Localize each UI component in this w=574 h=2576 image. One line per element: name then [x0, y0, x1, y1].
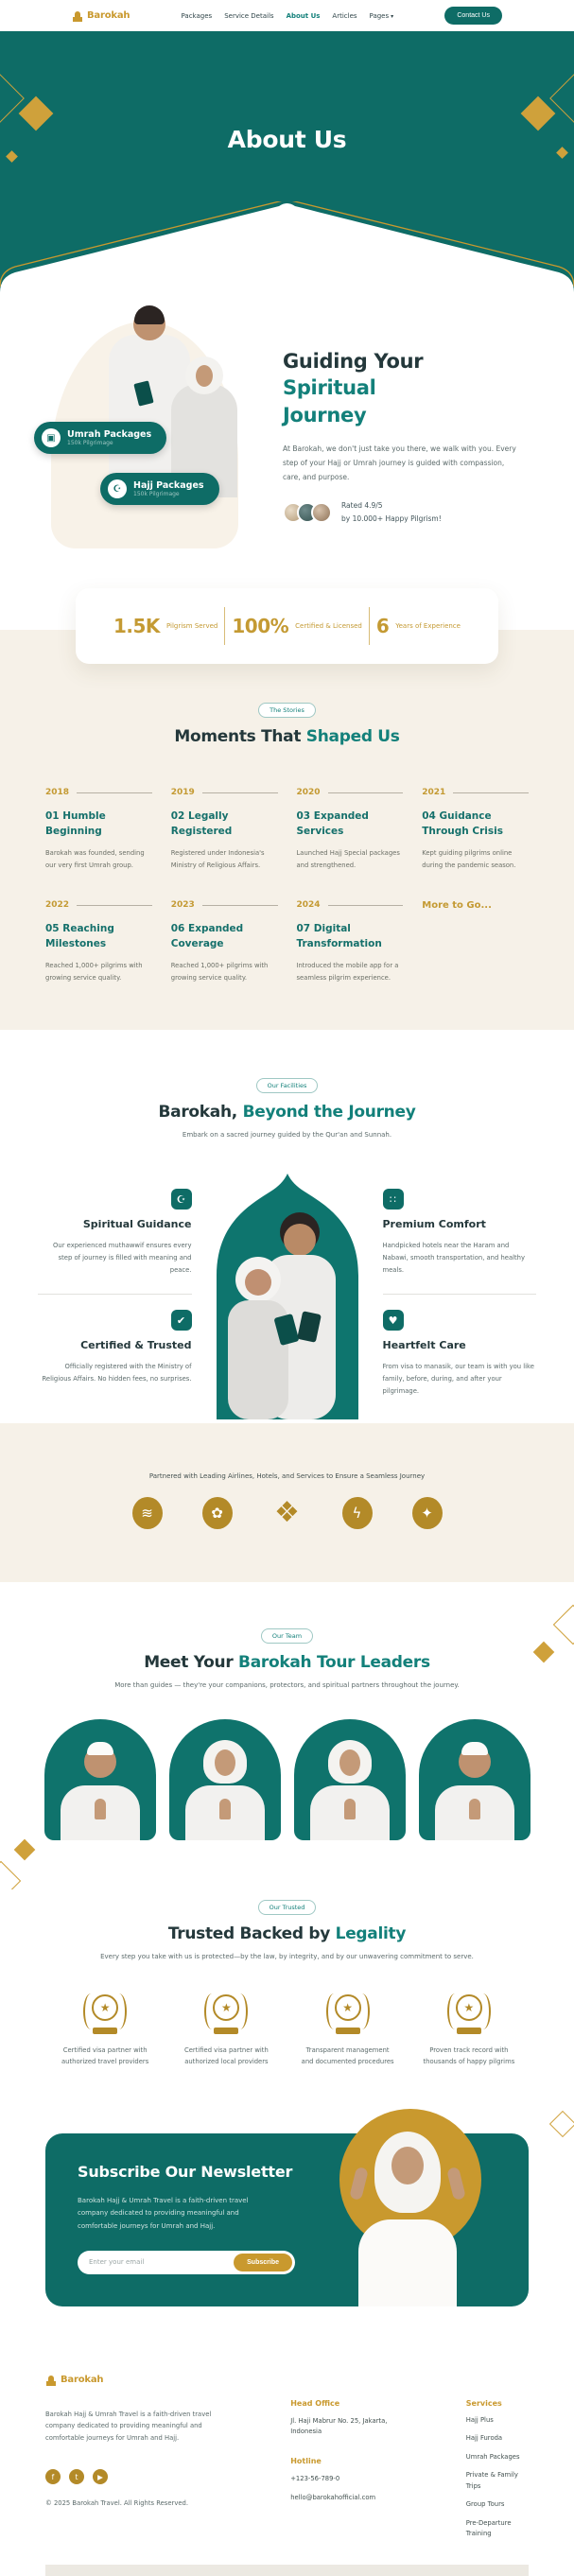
- head-office-label: Head Office: [290, 2398, 340, 2408]
- brand-logo[interactable]: [72, 10, 130, 22]
- award-badge: ★ Proven track record with thousands of happy pilgrims: [421, 1988, 517, 2067]
- comfort-icon: ∷: [383, 1189, 404, 1210]
- diamond-decoration: [549, 2111, 574, 2137]
- services-label: Services: [465, 2398, 502, 2408]
- certificate-icon: ✔: [171, 1310, 192, 1331]
- email-input[interactable]: [89, 2258, 234, 2266]
- diamond-decoration: [533, 1641, 555, 1662]
- section-badge: The Stories: [258, 703, 316, 718]
- mosque-icon: ☪: [171, 1189, 192, 1210]
- footer-service-link[interactable]: Umrah Packages: [465, 2452, 520, 2461]
- newsletter-photo: [304, 2103, 502, 2306]
- section-badge: Our Facilities: [256, 1078, 319, 1093]
- facilities-center-photo: [217, 1174, 358, 1423]
- team-photos: [45, 1719, 529, 1840]
- timeline-grid: [45, 788, 529, 984]
- section-badge: Our Team: [261, 1628, 313, 1644]
- feature-heartfelt-care: ♥ Heartfelt Care From visa to manasik, our team is with you like family, before, during, and after your pilgrimage.: [383, 1294, 537, 1415]
- hero-section: [0, 31, 574, 303]
- team-member-photo: [169, 1719, 281, 1840]
- nav-item-service-details[interactable]: Service Details: [224, 11, 274, 20]
- pilgrim-avatars: [283, 502, 332, 523]
- mosque-logo-icon: [72, 10, 83, 22]
- newsletter-paragraph: Barokah Hajj & Umrah Travel is a faith-driven travel company dedicated to providing meaningful and comfortable journeys for Umrah and Hajj.: [78, 2196, 249, 2230]
- contact-email[interactable]: hello@barokahofficial.com: [290, 2494, 376, 2502]
- header: [0, 0, 574, 31]
- timeline-item: 2021 04 Guidance Through Crisis Kept guiding pilgrims online during the pandemic season.: [422, 788, 529, 872]
- page-title: About Us: [227, 126, 347, 153]
- team-member-photo: [294, 1719, 406, 1840]
- team-section: [0, 1582, 574, 1890]
- pilgrim-icon: ☪: [108, 479, 127, 498]
- partners-section: [0, 1423, 574, 1582]
- divider: [224, 607, 225, 645]
- footer: [0, 2346, 574, 2576]
- award-badge: ★ Transparent management and documented procedures: [300, 1988, 396, 2067]
- timeline-heading: Moments That Shaped Us: [174, 727, 400, 746]
- subscribe-button[interactable]: Subscribe: [234, 2254, 292, 2271]
- laurel-award-icon: ★: [81, 1988, 129, 2035]
- timeline-item: 2022 05 Reaching Milestones Reached 1,000+ pilgrims with growing service quality.: [45, 900, 152, 984]
- diamond-decoration: [549, 73, 574, 124]
- team-subtitle: More than guides — they're your companions, protectors, and spiritual partners throughout the journey.: [114, 1680, 460, 1689]
- office-address: Jl. Haji Mabrur No. 25, Jakarta, Indonesia: [290, 2416, 388, 2436]
- divider: [369, 607, 370, 645]
- partner-logo-petals-icon: ✿: [202, 1497, 233, 1529]
- mosque-logo-icon: [45, 2375, 57, 2386]
- section-badge: Our Trusted: [258, 1900, 317, 1915]
- chevron-down-icon: ▾: [391, 12, 394, 20]
- feature-spiritual-guidance: ☪ Spiritual Guidance Our experienced muthawwif ensures every step of journey is filled with meaning and peace.: [38, 1174, 192, 1294]
- kaaba-icon: ▣: [42, 428, 61, 447]
- youtube-icon[interactable]: ▶: [93, 2469, 108, 2484]
- main-nav: [182, 12, 394, 20]
- footer-service-link[interactable]: Hajj Furoda: [465, 2434, 503, 2443]
- care-icon: ♥: [383, 1310, 404, 1331]
- footer-service-link[interactable]: Pre-Departure Training: [465, 2518, 512, 2538]
- timeline-item: 2020 03 Expanded Services Launched Hajj Special packages and strengthened.: [297, 788, 404, 872]
- timeline-item: 2018 01 Humble Beginning Barokah was founded, sending our very first Umrah group.: [45, 788, 152, 872]
- rating-caption: by 10.000+ Happy Pilgrism!: [341, 514, 442, 524]
- timeline-section: [0, 630, 574, 1030]
- contact-us-button[interactable]: Contact Us: [444, 7, 502, 25]
- brand-name: Barokah: [87, 10, 130, 21]
- partner-logo-abstract-icon: ❖: [274, 1496, 300, 1530]
- rating-score: Rated 4.9/5: [341, 501, 383, 511]
- footer-service-link[interactable]: Private & Family Trips: [465, 2471, 518, 2490]
- timeline-item: 2024 07 Digital Transformation Introduced the mobile app for a seamless pilgrim experience.: [297, 900, 404, 984]
- timeline-item: 2023 06 Expanded Coverage Reached 1,000+ pilgrims with growing service quality.: [171, 900, 278, 984]
- facilities-subtitle: Embark on a sacred journey guided by the Qur'an and Sunnah.: [182, 1131, 392, 1139]
- hotline-phone[interactable]: +123-56-789-0: [290, 2474, 340, 2482]
- partner-logo-bolt-icon: ϟ: [342, 1497, 373, 1529]
- partner-logo-compass-icon: ✦: [412, 1497, 443, 1529]
- laurel-award-icon: ★: [324, 1988, 372, 2035]
- umrah-packages-pill[interactable]: ▣ Umrah Packages 150k Pilgrimage: [34, 422, 166, 454]
- legality-heading: Trusted Backed by Legality: [167, 1924, 407, 1944]
- about-photo: [45, 308, 249, 562]
- award-badges: [57, 1988, 517, 2067]
- pilgrim-woman-photo: [351, 2132, 464, 2306]
- footer-brand: [45, 2375, 529, 2386]
- nav-item-packages[interactable]: Packages: [181, 11, 213, 20]
- stat-certified: 100% Certified & Licensed: [232, 615, 362, 637]
- nav-item-pages[interactable]: Pages ▾: [369, 11, 394, 20]
- partners-caption: Partnered with Leading Airlines, Hotels, and Services to Ensure a Seamless Journey: [148, 1471, 426, 1480]
- footer-service-link[interactable]: Group Tours: [465, 2500, 505, 2509]
- partner-logo-waves-icon: ≋: [132, 1497, 163, 1529]
- dome-curve-decoration: [0, 201, 574, 303]
- twitter-icon[interactable]: t: [69, 2469, 84, 2484]
- footer-brand-name: Barokah: [61, 2375, 104, 2386]
- timeline-item: 2019 02 Legally Registered Registered under Indonesia's Ministry of Religious Affairs.: [171, 788, 278, 872]
- laurel-award-icon: ★: [445, 1988, 493, 2035]
- about-heading: Guiding Your Spiritual Journey: [283, 350, 424, 426]
- team-heading: Meet Your Barokah Tour Leaders: [144, 1652, 430, 1672]
- footer-bottom-strip: [45, 2565, 529, 2576]
- about-section: [0, 303, 574, 562]
- diamond-decoration: [553, 1604, 574, 1644]
- hotline-label: Hotline: [290, 2456, 322, 2465]
- award-badge: ★ Certified visa partner with authorized travel providers: [57, 1988, 153, 2067]
- stat-pilgrims: 1.5K Pilgrism Served: [113, 615, 218, 637]
- diamond-decoration: [14, 1839, 36, 1861]
- social-links: [45, 2469, 241, 2484]
- facilities-heading: Barokah, Beyond the Journey: [158, 1103, 416, 1122]
- stat-experience: 6 Years of Experience: [375, 615, 461, 637]
- facebook-icon[interactable]: f: [45, 2469, 61, 2484]
- newsletter-form: [78, 2251, 295, 2274]
- team-member-photo: [419, 1719, 531, 1840]
- rating-block: [283, 499, 519, 527]
- nav-item-about-us[interactable]: About Us: [286, 11, 321, 20]
- newsletter-heading: Subscribe Our Newsletter: [78, 2163, 293, 2182]
- newsletter-card: [45, 2133, 529, 2306]
- newsletter-wrap: [0, 2109, 574, 2345]
- hajj-packages-pill[interactable]: ☪ Hajj Packages 150k Pilgrimage: [100, 473, 219, 505]
- footer-service-link[interactable]: Hajj Plus: [465, 2415, 494, 2424]
- about-paragraph: At Barokah, we don't just take you there, we walk with you. Every step of your Hajj or Umrah journey is guided with compassion, care, and purpose.: [283, 444, 516, 482]
- footer-description: Barokah Hajj & Umrah Travel is a faith-driven travel company dedicated to providing meaningful and comfortable journeys for Umrah and Hajj.: [45, 2410, 212, 2443]
- award-badge: ★ Certified visa partner with authorized local providers: [178, 1988, 274, 2067]
- stats-card: [76, 588, 498, 664]
- nav-item-articles[interactable]: Articles: [332, 11, 357, 20]
- legality-section: [0, 1889, 574, 2109]
- feature-certified-trusted: ✔ Certified & Trusted Officially registered with the Ministry of Religious Affairs. No hidden fees, no surprises.: [38, 1294, 192, 1402]
- team-member-photo: [44, 1719, 156, 1840]
- legality-subtitle: Every step you take with us is protected—by the law, by integrity, and by our unwavering commitment to serve.: [100, 1953, 474, 1961]
- timeline-item-more: More to Go...: [422, 900, 492, 911]
- feature-premium-comfort: ∷ Premium Comfort Handpicked hotels near the Haram and Nabawi, smooth transportation, and healthy meals.: [383, 1174, 537, 1294]
- facilities-section: [0, 1030, 574, 1423]
- laurel-award-icon: ★: [202, 1988, 250, 2035]
- copyright: © 2025 Barokah Travel. All Rights Reserved.: [45, 2499, 189, 2508]
- about-copy: [283, 308, 519, 562]
